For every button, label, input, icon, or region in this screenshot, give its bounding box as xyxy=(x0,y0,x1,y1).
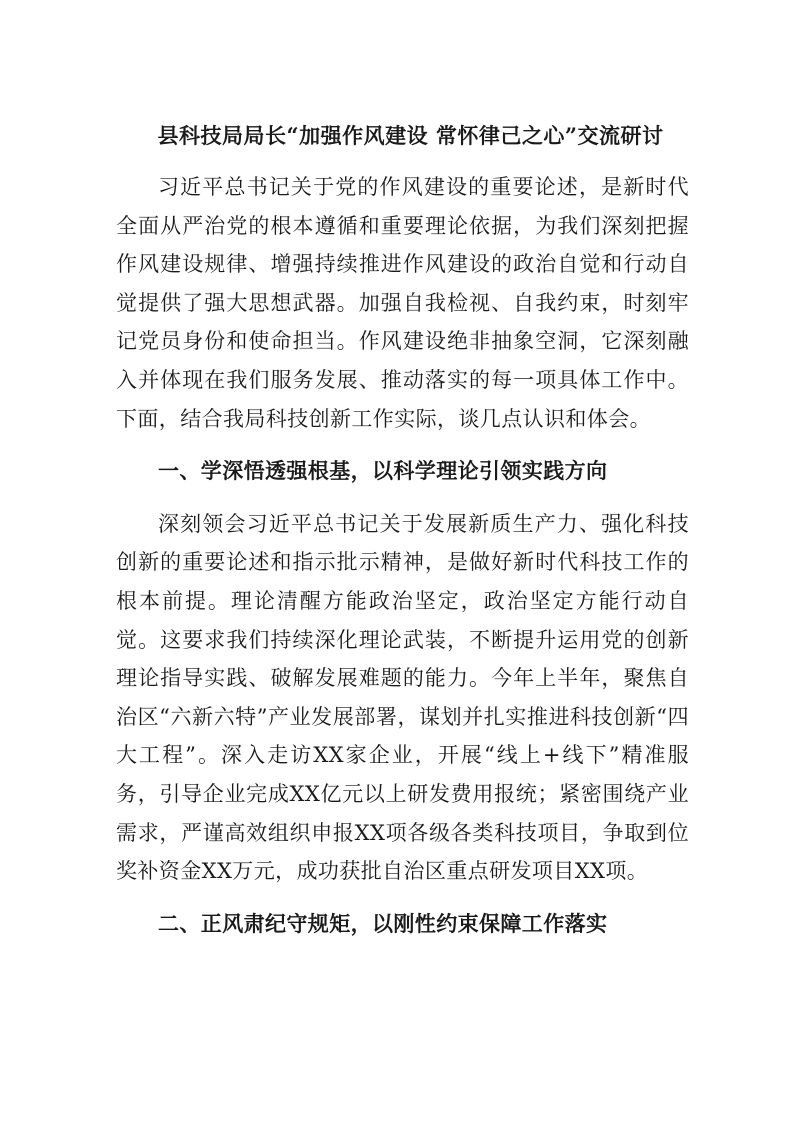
intro-paragraph: 习近平总书记关于党的作风建设的重要论述，是新时代全面从严治党的根本遵循和重要理论依据，为我们深刻把握作风建设规律、增强持续推进作风建设的政治自觉和行动自觉提供了强大思想武器。加强自我检视、自我约束，时刻牢记党员身份和使命担当。作风建设绝非抽象空洞，它深刻融入并体现在我们服务发展、推动落实的每一项具体工作中。下面，结合我局科技创新工作实际，谈几点认识和体会。 xyxy=(116,175,689,431)
section-2-heading: 二、正风肃纪守规矩，以刚性约束保障工作落实 xyxy=(158,910,608,936)
section-1-heading: 一、学深悟透强根基，以科学理论引领实践方向 xyxy=(158,458,608,484)
section-1-paragraph: 深刻领会习近平总书记关于发展新质生产力、强化科技创新的重要论述和指示批示精神，是做好新时代科技工作的根本前提。理论清醒方能政治坚定，政治坚定方能行动自觉。这要求我们持续深化理论武装，不断提升运用党的创新理论指导实践、破解发展难题的能力。今年上半年，聚焦自治区“六新六特”产业发展部署，谋划并扎实推进科技创新“四大工程”。深入走访XX家企业，开展“线上+线下”精准服务，引导企业完成XX亿元以上研发费用报统；紧密围绕产业需求，严谨高效组织申报XX项各级各类科技项目，争取到位奖补资金XX万元，成功获批自治区重点研发项目XX项。 xyxy=(116,511,689,884)
document-title: 县科技局局长“加强作风建设 常怀律己之心”交流研讨 xyxy=(157,123,664,148)
